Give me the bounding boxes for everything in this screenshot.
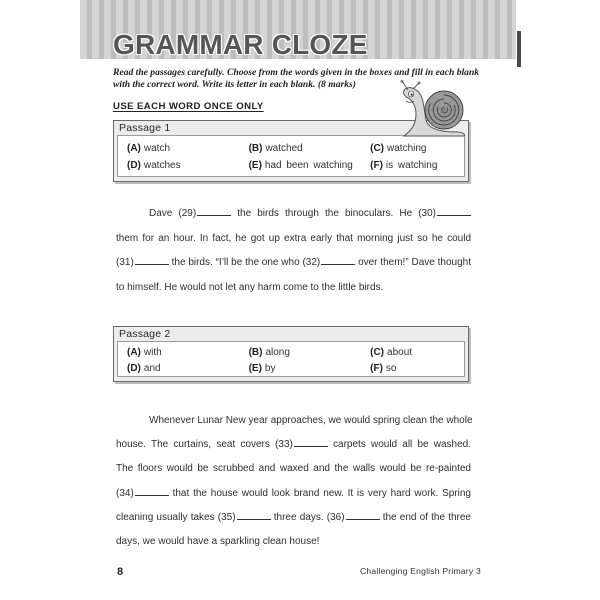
passage-line: them for an hour. In fact, he got up extra early that morning just so he could — [116, 232, 471, 244]
passage-1-text — [116, 202, 471, 300]
option-e: (E) had been watching — [248, 160, 353, 171]
passage-2-label: Passage 2 — [119, 328, 171, 340]
option-c: (C) about — [370, 347, 413, 358]
instructions-line-2: with the correct word. Write its letter in each blank. (8 marks) — [113, 79, 356, 90]
option-f: (F) is watching — [370, 160, 438, 171]
answer-blank-30[interactable] — [437, 207, 471, 216]
book-title: Challenging English Primary 3 — [360, 566, 481, 576]
option-e: (E) by — [248, 362, 276, 374]
passage-line: days, we would have a sparkling clean house! — [116, 535, 320, 547]
option-d: (D) and — [127, 362, 161, 374]
answer-blank-36[interactable] — [346, 511, 380, 520]
options-row — [127, 140, 464, 157]
answer-blank-32[interactable] — [321, 256, 355, 265]
option-f: (F) so — [370, 362, 397, 374]
passage-1-label: Passage 1 — [119, 122, 171, 134]
answer-blank-33[interactable] — [294, 438, 328, 447]
passage-line: cleaning usually takes (35) three days. (36) the end of the three — [116, 511, 471, 523]
option-b: (B) watched — [248, 143, 303, 154]
answer-blank-31[interactable] — [135, 256, 169, 265]
passage-line: (31) the birds. “I’ll be the one who (32) over them!” Dave thought — [116, 257, 471, 268]
passage-line: Whenever Lunar New year approaches, we would spring clean the whole — [149, 415, 473, 426]
snail-icon — [398, 80, 468, 138]
option-a: (A) with — [127, 347, 162, 358]
options-row — [127, 361, 464, 377]
rule-note: USE EACH WORD ONCE ONLY — [113, 101, 264, 112]
passage-2-word-box — [113, 326, 469, 382]
answer-blank-34[interactable] — [135, 487, 169, 496]
side-tab-marker — [517, 31, 521, 67]
passage-line: (34) that the house would look brand new. It is very hard work. Spring — [116, 487, 471, 499]
passage-2-options — [117, 341, 465, 377]
passage-line: to himself. He would not let any harm come to the little birds. — [116, 281, 384, 293]
passage-line: The floors would be scrubbed and waxed and the walls would be re-painted — [116, 463, 471, 475]
answer-blank-29[interactable] — [197, 207, 231, 216]
options-row — [127, 157, 464, 174]
option-c: (C) watching — [370, 143, 427, 154]
passage-line: house. The curtains, seat covers (33) carpets would all be washed. — [116, 439, 471, 451]
answer-blank-35[interactable] — [237, 511, 271, 520]
page-title: GRAMMAR CLOZE — [113, 29, 368, 60]
passage-2-text — [116, 409, 471, 554]
passage-line: Dave (29) the birds through the binoculars. He (30) — [116, 202, 471, 227]
page-number: 8 — [117, 566, 124, 578]
passage-1-options — [117, 135, 465, 177]
option-a: (A) watch — [127, 143, 171, 154]
option-b: (B) along — [248, 347, 290, 358]
option-d: (D) watches — [127, 160, 181, 171]
options-row — [127, 345, 464, 361]
instructions-line-1: Read the passages carefully. Choose from the words given in the boxes and fill in each blank — [113, 67, 480, 78]
